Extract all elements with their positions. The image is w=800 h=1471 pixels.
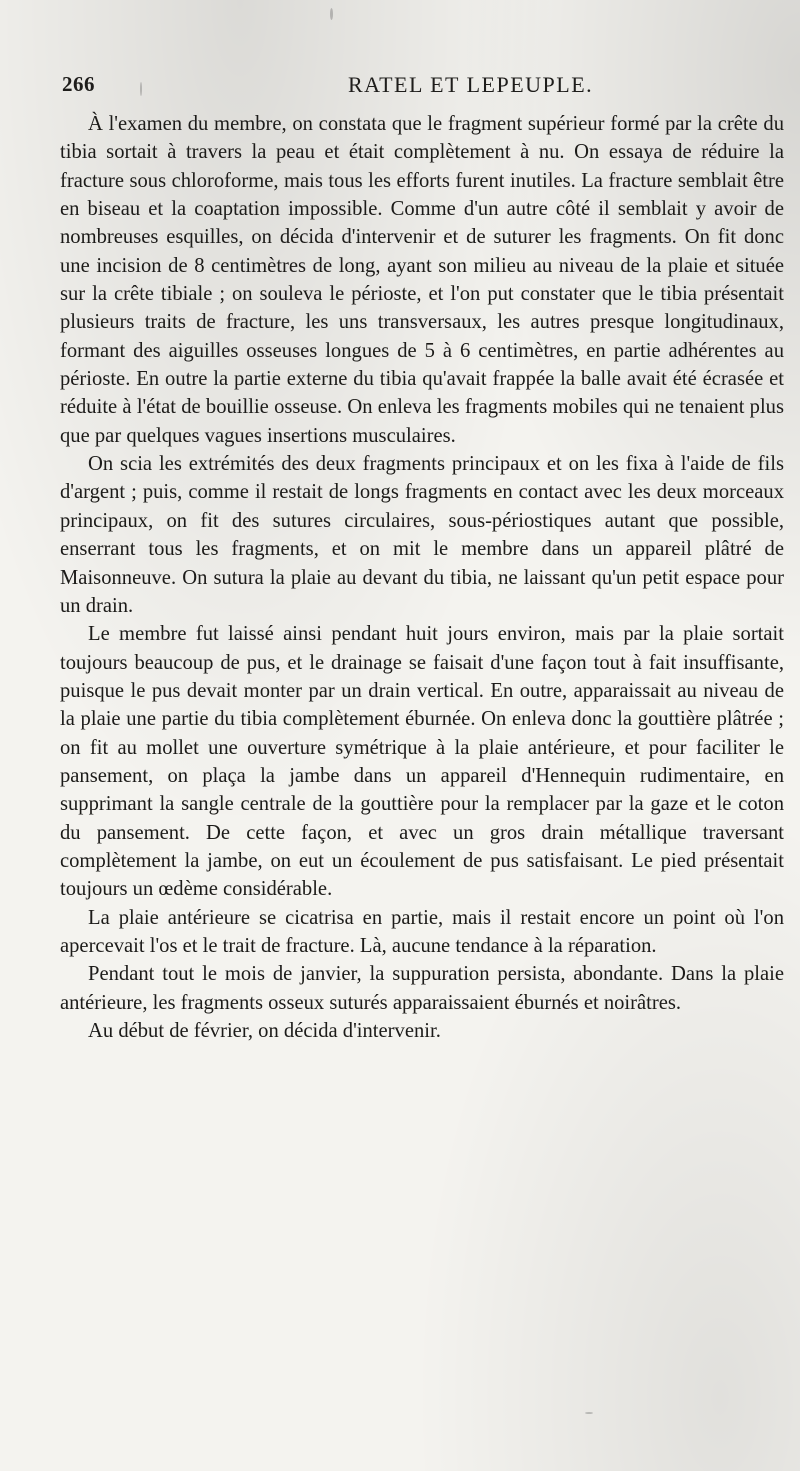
- paragraph: La plaie antérieure se cicatrisa en partie, mais il restait encore un point où l'on apercevait l'os et le trait de fracture. Là, aucune tendance à la réparation.: [60, 906, 784, 957]
- body-text: [60, 110, 784, 1045]
- paragraph: Pendant tout le mois de janvier, la suppuration persista, abondante. Dans la plaie antérieure, les fragments osseux suturés apparaissaient éburnés et noirâtres.: [60, 963, 784, 1014]
- scan-speck: [585, 1412, 593, 1414]
- paragraph: Au début de février, on décida d'intervenir.: [88, 1020, 441, 1042]
- paragraph: Le membre fut laissé ainsi pendant huit jours environ, mais par la plaie sortait toujours beaucoup de pus, et le drainage se faisait d'une façon tout à fait insuffisante, puisque le pus devait monter par un drain vertical. En outre, apparaissait au niveau de la plaie une partie du tibia complètement éburnée. On enleva donc la gouttière plâtrée ; on fit au mollet une ouverture symétrique à la plaie antérieure, et pour faciliter le pansement, on plaça la jambe dans un appareil d'Hennequin rudimentaire, en supprimant la sangle centrale de la gouttière pour la remplacer par la gaze et le coton du pansement. De cette façon, et avec un gros drain métallique traversant complètement la jambe, on eut un écoulement de pus satisfaisant. Le pied présentait toujours un œdème considérable.: [60, 623, 784, 901]
- page-header: [62, 72, 770, 106]
- running-title: RATEL ET LEPEUPLE.: [348, 72, 594, 97]
- paragraph: On scia les extrémités des deux fragments principaux et on les fixa à l'aide de fils d'argent ; puis, comme il restait de longs fragments en contact avec les deux morceaux principaux, on fit des sutures circulaires, sous-périostiques autant que possible, enserrant tous les fragments, et on mit le membre dans un appareil plâtré de Maisonneuve. On sutura la plaie au devant du tibia, ne laissant qu'un petit espace pour un drain.: [60, 453, 784, 617]
- page-number: 266: [62, 72, 95, 96]
- scan-speck: [330, 8, 333, 20]
- paragraph: À l'examen du membre, on constata que le fragment supérieur formé par la crête du tibia sortait à travers la peau et était complètement à nu. On essaya de réduire la fracture sous chloroforme, mais tous les efforts furent inutiles. La fracture semblait être en biseau et la coaptation impossible. Comme d'un autre côté il semblait y avoir de nombreuses esquilles, on décida d'intervenir et de suturer les fragments. On fit donc une incision de 8 centimètres de long, ayant son milieu au niveau de la plaie et située sur la crête tibiale ; on souleva le périoste, et l'on put constater que le tibia présentait plusieurs traits de fracture, les uns transversaux, les autres presque longitudinaux, formant des aiguilles osseuses longues de 5 à 6 centimètres, en partie adhérentes au périoste. En outre la partie externe du tibia qu'avait frappée la balle avait été écrasée et réduite à l'état de bouillie osseuse. On enleva les fragments mobiles qui ne tenaient plus que par quelques vagues insertions musculaires.: [60, 113, 784, 447]
